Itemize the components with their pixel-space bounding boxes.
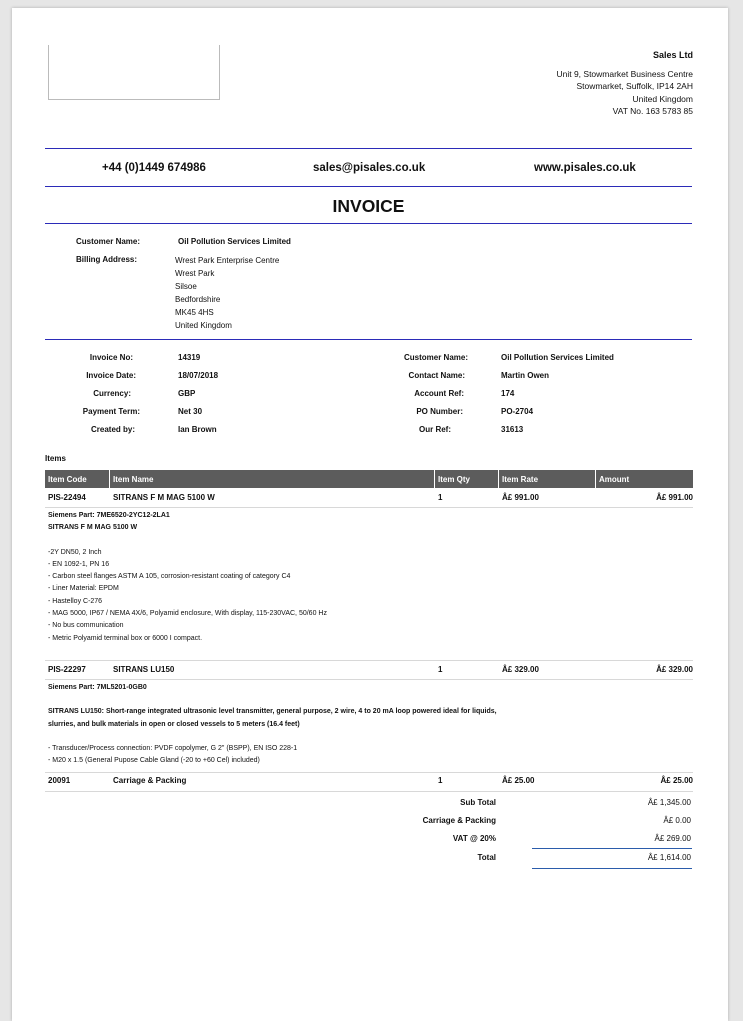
divider — [45, 223, 692, 224]
col-amount: Amount — [599, 475, 630, 484]
company-block — [556, 49, 693, 118]
description-line: - MAG 5000, IP67 / NEMA 4X/6, Polyamid enclosure, With display, 115-230VAC, 50/60 Hz — [48, 610, 327, 618]
details-customer-name: Oil Pollution Services Limited — [501, 353, 614, 362]
our-ref: 31613 — [501, 425, 524, 434]
contact-email[interactable]: sales@pisales.co.uk — [313, 162, 426, 174]
item-qty: 1 — [438, 776, 443, 785]
po-number: PO-2704 — [501, 407, 534, 416]
billing-address-label: Billing Address: — [76, 255, 138, 264]
created-by: Ian Brown — [178, 425, 217, 434]
subtotal-label: Sub Total — [460, 798, 496, 807]
table-row — [45, 665, 693, 677]
description-line: - No bus communication — [48, 622, 124, 630]
divider — [45, 186, 692, 187]
description-line: Siemens Part: 7ML5201-0GB0 — [48, 684, 147, 691]
contact-name-label: Contact Name: — [408, 371, 465, 380]
table-row — [45, 776, 693, 788]
divider — [45, 339, 692, 340]
company-vat: VAT No. 163 5783 85 — [612, 106, 693, 116]
company-address-line: Stowmarket, Suffolk, IP14 2AH — [576, 81, 693, 91]
vat-value: Â£ 269.00 — [654, 834, 691, 843]
our-ref-label: Our Ref: — [419, 425, 451, 434]
item-name: Carriage & Packing — [113, 776, 187, 785]
total-value: Â£ 1,614.00 — [647, 853, 691, 862]
item-code: PIS-22494 — [48, 493, 86, 502]
item-rate: Â£ 329.00 — [502, 665, 539, 674]
item-amount: Â£ 25.00 — [660, 776, 693, 785]
account-ref-label: Account Ref: — [414, 389, 464, 398]
description-line: - Metric Polyamid terminal box or 6000 I compact. — [48, 634, 203, 642]
description-line: - Liner Material: EPDM — [48, 585, 119, 593]
carriage-value: Â£ 0.00 — [663, 816, 691, 825]
total-label: Total — [477, 853, 496, 862]
col-item-qty: Item Qty — [438, 475, 471, 484]
description-line: SITRANS LU150: Short-range integrated ultrasonic level transmitter, general purpose, 2 wire, 4 to 20 mA loop powered ideal for liquids, — [48, 708, 497, 716]
billing-line: United Kingdom — [175, 321, 232, 330]
document-title: INVOICE — [332, 196, 405, 216]
contact-name: Martin Owen — [501, 371, 550, 380]
vat-label: VAT @ 20% — [452, 834, 496, 843]
item-code: 20091 — [48, 776, 71, 785]
items-table-header — [45, 470, 693, 488]
account-ref: 174 — [501, 389, 515, 398]
billing-line: Wrest Park Enterprise Centre — [175, 256, 280, 265]
item-rate: Â£ 991.00 — [502, 493, 539, 502]
divider — [45, 148, 692, 149]
billing-address — [175, 254, 279, 332]
item-qty: 1 — [438, 665, 443, 674]
invoice-date-label: Invoice Date: — [86, 371, 136, 380]
item-description — [48, 682, 497, 767]
row-divider — [45, 772, 693, 773]
created-by-label: Created by: — [90, 425, 135, 434]
contact-phone: +44 (0)1449 674986 — [102, 162, 206, 174]
logo-placeholder — [48, 45, 220, 100]
col-item-rate: Item Rate — [502, 475, 539, 484]
invoice-no-label: Invoice No: — [89, 353, 133, 362]
table-row — [45, 493, 693, 505]
invoice-date: 18/07/2018 — [178, 371, 219, 380]
item-amount: Â£ 991.00 — [656, 493, 693, 502]
row-divider — [45, 679, 693, 680]
description-line: Siemens Part: 7ME6520-2YC12-2LA1 — [48, 512, 170, 519]
billing-line: Silsoe — [175, 282, 197, 291]
payment-term-label: Payment Term: — [82, 407, 140, 416]
description-line: SITRANS F M MAG 5100 W — [48, 524, 138, 532]
contact-website[interactable]: www.pisales.co.uk — [534, 162, 636, 174]
subtotal-value: Â£ 1,345.00 — [647, 798, 691, 807]
carriage-label: Carriage & Packing — [422, 816, 496, 825]
row-divider — [45, 660, 693, 661]
billing-line: Wrest Park — [175, 269, 215, 278]
billing-line: MK45 4HS — [175, 308, 214, 317]
company-address-line: United Kingdom — [632, 93, 693, 104]
row-divider — [45, 791, 693, 792]
item-name: SITRANS F M MAG 5100 W — [113, 493, 215, 502]
description-line: - Carbon steel flanges ASTM A 105, corrosion-resistant coating of category C4 — [48, 573, 291, 581]
po-number-label: PO Number: — [416, 407, 463, 416]
currency-label: Currency: — [93, 389, 131, 398]
item-rate: Â£ 25.00 — [502, 776, 535, 785]
details-customer-name-label: Customer Name: — [403, 353, 468, 362]
total-rule — [532, 868, 692, 869]
invoice-no: 14319 — [178, 353, 201, 362]
description-line: - M20 x 1.5 (General Pupose Cable Gland (-20 to +60 Cel) included) — [48, 757, 260, 765]
customer-name-label: Customer Name: — [76, 237, 141, 246]
item-qty: 1 — [438, 493, 443, 502]
company-name: Sales Ltd — [652, 50, 693, 60]
item-amount: Â£ 329.00 — [656, 665, 693, 674]
item-code: PIS-22297 — [48, 665, 86, 674]
col-item-name: Item Name — [113, 475, 154, 484]
total-rule — [532, 848, 692, 849]
row-divider — [45, 507, 693, 508]
payment-term: Net 30 — [178, 407, 203, 416]
description-line: - Transducer/Process connection: PVDF copolymer, G 2" (BSPP), EN ISO 228-1 — [48, 744, 298, 752]
company-address-line: Unit 9, Stowmarket Business Centre — [556, 68, 693, 79]
description-line: slurries, and bulk materials in open or closed vessels to 5 meters (16.4 feet) — [48, 720, 300, 728]
customer-name: Oil Pollution Services Limited — [178, 237, 291, 246]
invoice-page — [12, 8, 728, 1021]
items-heading: Items — [45, 454, 66, 463]
currency: GBP — [178, 389, 196, 398]
description-line: -2Y DN50, 2 Inch — [48, 548, 102, 556]
col-item-code: Item Code — [48, 475, 87, 484]
description-line: - Hastelloy C-276 — [48, 597, 103, 605]
item-description — [48, 510, 327, 645]
billing-line: Bedfordshire — [175, 295, 221, 304]
item-name: SITRANS LU150 — [113, 665, 175, 674]
description-line: - EN 1092-1, PN 16 — [48, 560, 110, 568]
